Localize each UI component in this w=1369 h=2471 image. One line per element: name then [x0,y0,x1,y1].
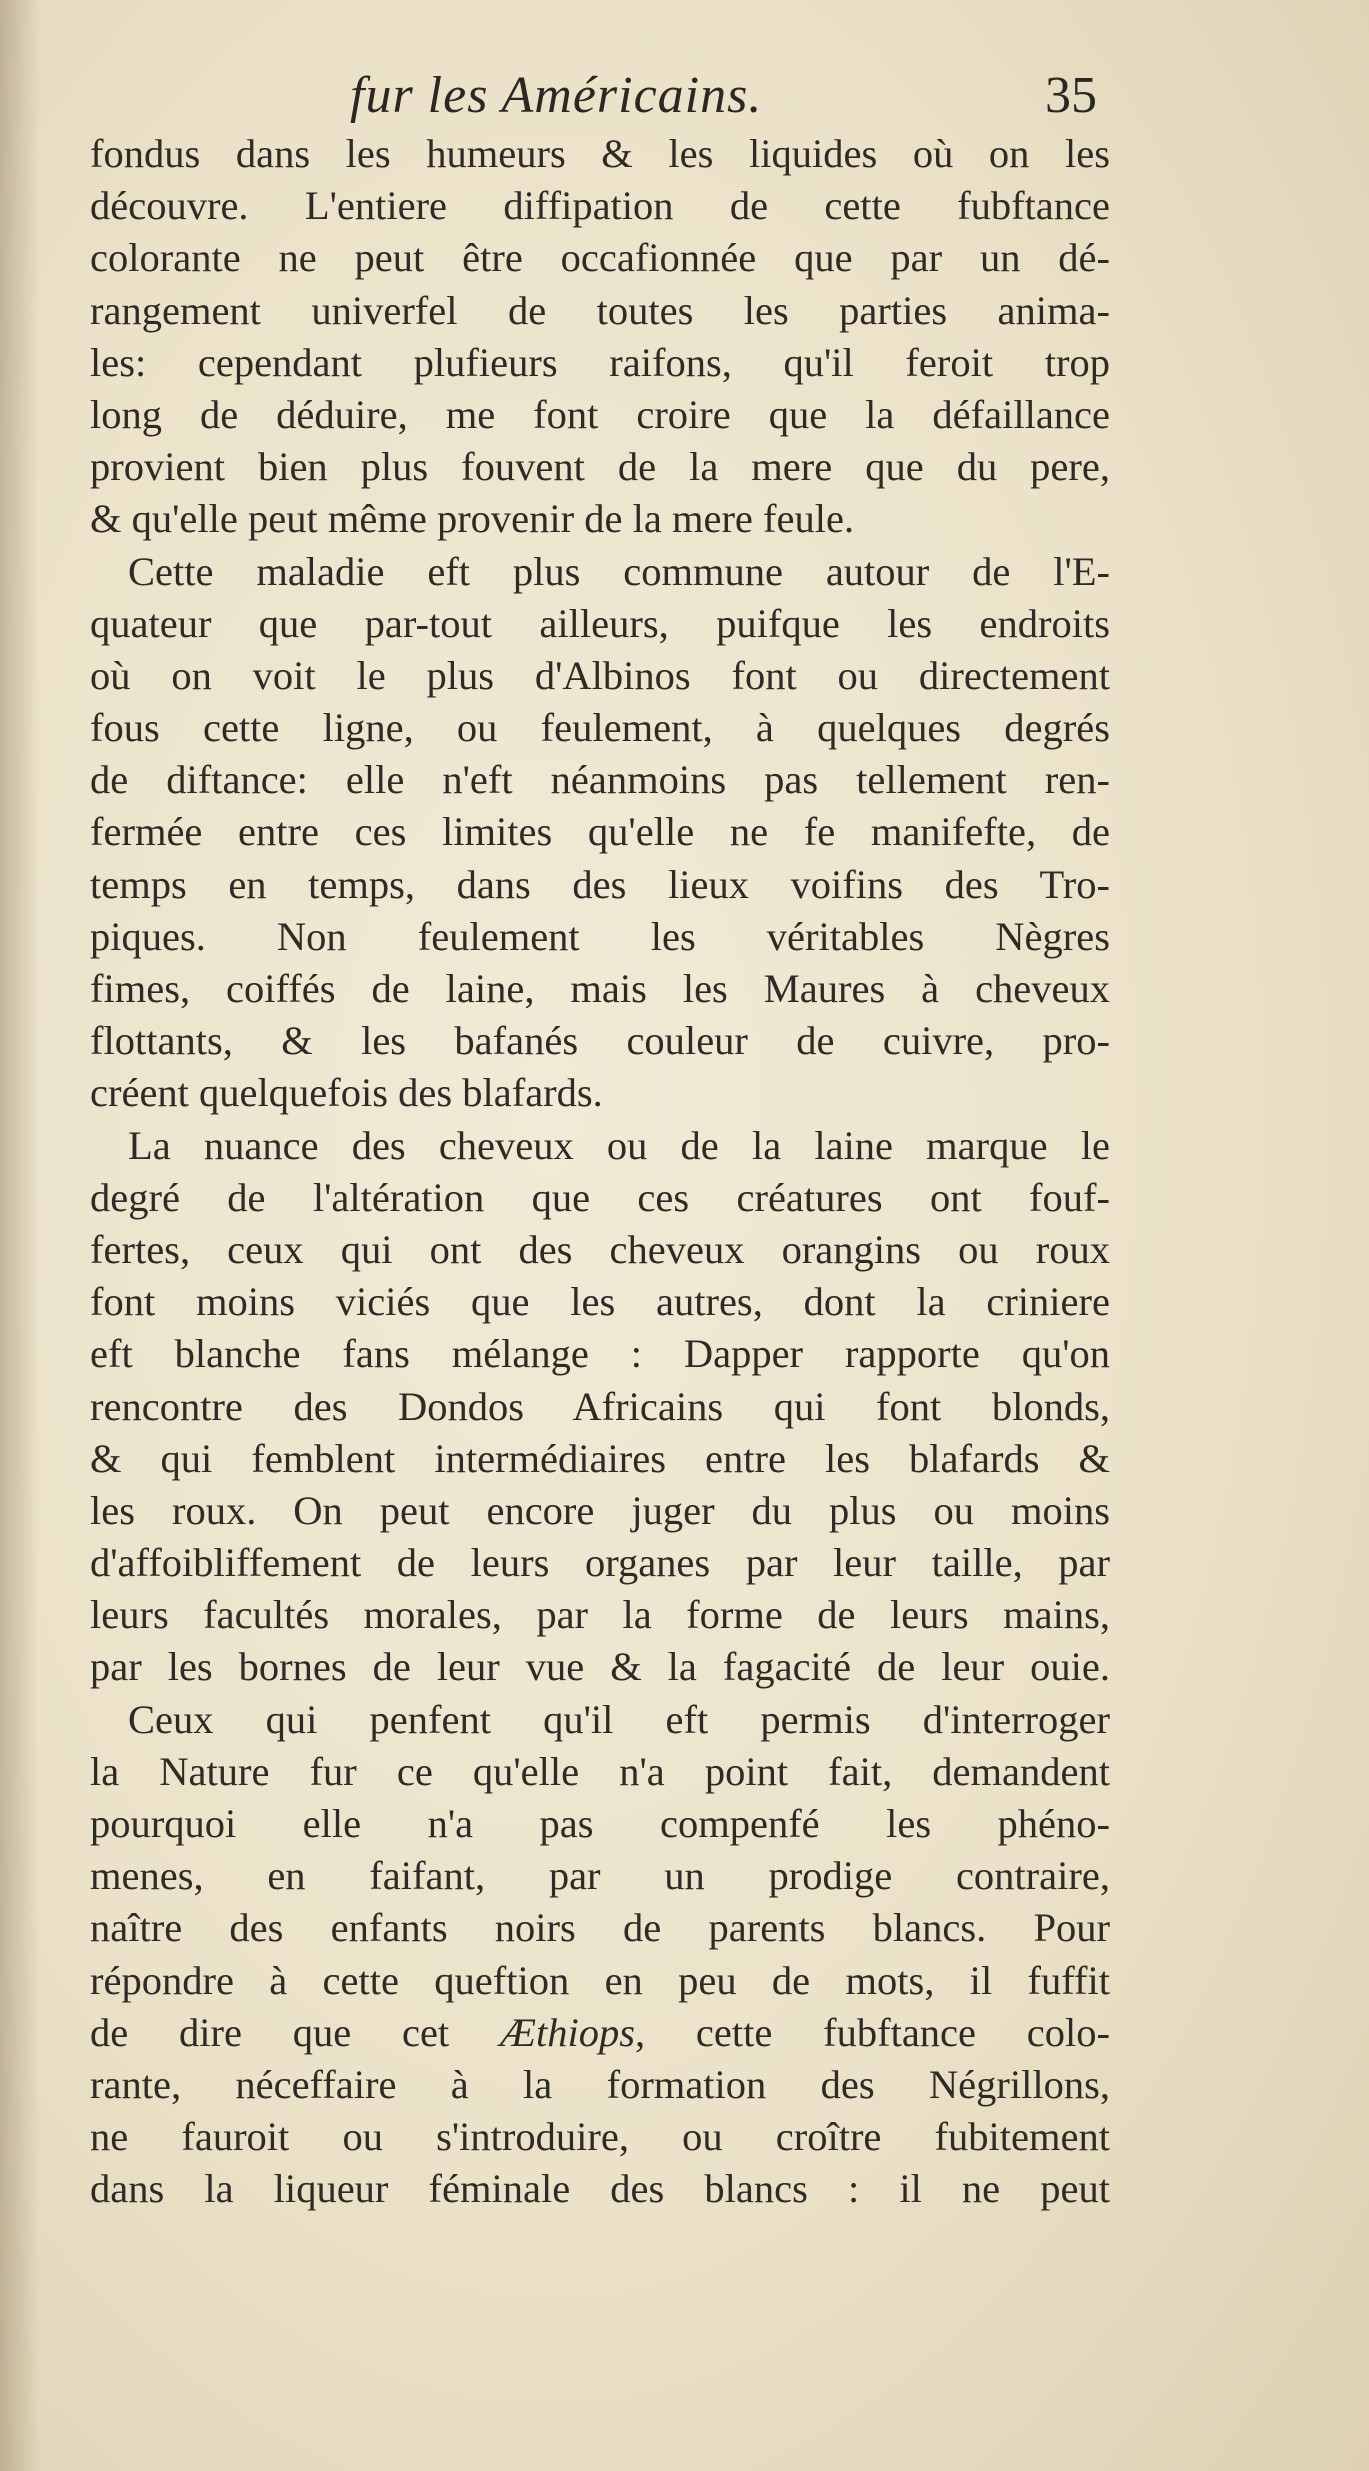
text-line: où on voit le plus d'Albinos font ou directement [90,652,1110,698]
text-line: ne fauroit ou s'introduire, ou croître fubitement [90,2114,1110,2160]
text-line: rencontre des Dondos Africains qui font blonds, [90,1383,1110,1429]
text-line: naître des enfants noirs de parents blancs. Pour [90,1905,1110,1951]
text-line: d'affoibliffement de leurs organes par leur taille, par [90,1540,1110,1586]
text-line: quateur que par-tout ailleurs, puifque les endroits [90,600,1110,646]
text-line: pourquoi elle n'a pas compenfé les phéno- [90,1801,1110,1846]
text-line: rante, néceffaire à la formation des Négrillons, [90,2061,1110,2107]
text-line: leurs facultés morales, par la forme de leurs mains, [90,1592,1110,1638]
text-line: les roux. On peut encore juger du plus ou moins [90,1487,1110,1533]
text-line: font moins viciés que les autres, dont la criniere [90,1279,1110,1325]
body-text [90,128,1110,2216]
text-line: menes, en faifant, par un prodige contraire, [90,1853,1110,1899]
text-line: La nuance des cheveux ou de la laine marque le [128,1122,1110,1168]
binding-gutter-shadow [0,0,40,2471]
text-line: fondus dans les humeurs & les liquides où on les [90,131,1110,176]
text-line: long de déduire, me font croire que la défaillance [90,391,1110,437]
text-line: flottants, & les bafanés couleur de cuivre, pro- [90,1018,1110,1064]
text-line: & qu'elle peut même provenir de la mere feule. [90,496,855,542]
text-line: eft blanche fans mélange : Dapper rapporte qu'on [90,1331,1110,1377]
text-line: répondre à cette queftion en peu de mots, il fuffit [90,1957,1110,2003]
text-line: fimes, coiffés de laine, mais les Maures à cheveux [90,966,1110,1011]
page-number: 35 [1045,67,1097,124]
running-title: fur les Américains. [350,67,763,124]
text-line: temps en temps, dans des lieux voifins des Tro- [90,861,1110,907]
text-line: rangement univerfel de toutes les parties anima- [90,287,1110,333]
text-line: découvre. L'entiere diffipation de cette fubftance [90,183,1110,229]
text-line: de dire que cet Æthiops, cette fubftance colo- [90,2009,1110,2055]
text-line: fous cette ligne, ou feulement, à quelques degrés [90,705,1110,751]
text-line: Cette maladie eft plus commune autour de l'E- [128,548,1110,594]
text-line: par les bornes de leur vue & la fagacité de leur ouie. [90,1644,1110,1690]
text-line: piques. Non feulement les véritables Nègres [90,913,1110,959]
text-line: dans la liqueur féminale des blancs : il ne peut [90,2166,1110,2212]
text-line: les: cependant plufieurs raifons, qu'il feroit trop [90,339,1110,385]
text-line: provient bien plus fouvent de la mere que du pere, [90,444,1110,490]
text-line: Ceux qui penfent qu'il eft permis d'interroger [128,1696,1110,1742]
text-line: de diftance: elle n'eft néanmoins pas tellement ren- [90,757,1110,803]
text-line: fertes, ceux qui ont des cheveux orangins ou roux [90,1226,1110,1272]
text-line: & qui femblent intermédiaires entre les blafards & [90,1435,1110,1481]
text-line: la Nature fur ce qu'elle n'a point fait, demandent [90,1748,1110,1794]
text-line: degré de l'altération que ces créatures ont fouf- [90,1174,1110,1220]
text-line: fermée entre ces limites qu'elle ne fe manifefte, de [90,809,1110,855]
text-line: colorante ne peut être occafionnée que par un dé- [90,235,1110,281]
text-line: créent quelquefois des blafards. [90,1070,603,1116]
